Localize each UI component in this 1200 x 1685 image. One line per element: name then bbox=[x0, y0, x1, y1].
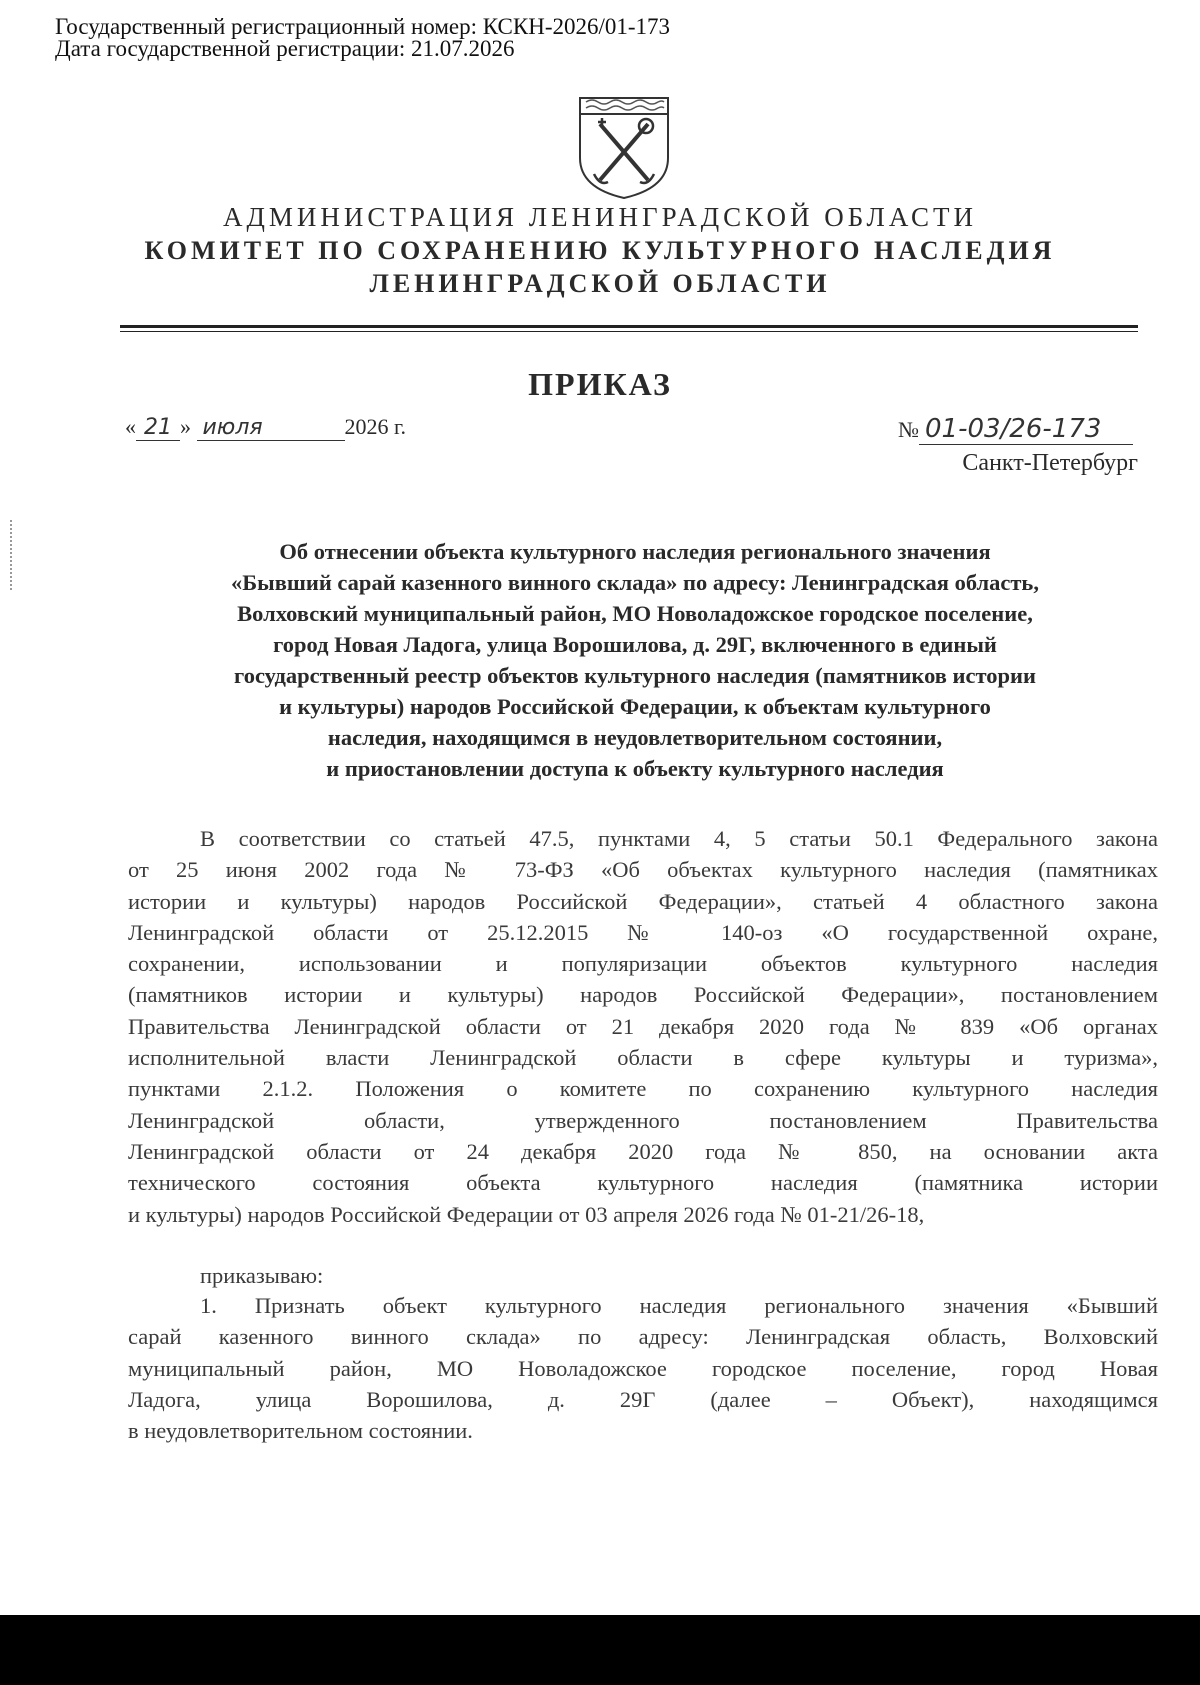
body-line: Ленинградской области, утвержденного постановлением Правительства bbox=[128, 1107, 1158, 1133]
header-rule-thick bbox=[120, 325, 1138, 328]
leningrad-oblast-coat-of-arms-icon bbox=[578, 96, 670, 200]
date-year: 2026 г. bbox=[344, 414, 407, 439]
subject-line: и культуры) народов Российской Федерации, к объектам культурного bbox=[279, 694, 991, 719]
subject-line: государственный реестр объектов культурного наследия (памятников истории bbox=[234, 663, 1036, 688]
registration-stamp bbox=[55, 16, 670, 60]
document-title: ПРИКАЗ bbox=[528, 366, 672, 402]
scan-margin-marks bbox=[10, 520, 14, 590]
header-rule-thin bbox=[120, 331, 1138, 332]
item-line: в неудовлетворительном состоянии. bbox=[128, 1418, 473, 1444]
body-line: технического состояния объекта культурного наследия (памятника истории bbox=[128, 1170, 1158, 1196]
body-line: исполнительной власти Ленинградской области в сфере культуры и туризма», bbox=[128, 1045, 1158, 1071]
agency-name-line-2: КОМИТЕТ ПО СОХРАНЕНИЮ КУЛЬТУРНОГО НАСЛЕДИЯ bbox=[144, 236, 1056, 265]
order-item-1 bbox=[128, 1290, 1158, 1446]
agency-name-line-1: АДМИНИСТРАЦИЯ ЛЕНИНГРАДСКОЙ ОБЛАСТИ bbox=[222, 202, 977, 232]
agency-header bbox=[0, 200, 1200, 300]
subject-line: Об отнесении объекта культурного наследия регионального значения bbox=[279, 539, 991, 564]
item-line: Ладога, улица Ворошилова, д. 29Г (далее – Объект), находящимся bbox=[128, 1386, 1158, 1412]
body-line: сохранении, использовании и популяризации объектов культурного наследия bbox=[128, 951, 1158, 977]
subject-line: Волховский муниципальный район, МО Новоладожское городское поселение, bbox=[237, 601, 1033, 626]
subject-line: наследия, находящимся в неудовлетворительном состоянии, bbox=[327, 725, 943, 750]
body-line: пунктами 2.1.2. Положения о комитете по сохранению культурного наследия bbox=[128, 1076, 1158, 1102]
preamble-paragraph bbox=[128, 823, 1158, 1230]
subject-line: и приостановлении доступа к объекту культурного наследия bbox=[326, 756, 944, 781]
order-number bbox=[898, 414, 1133, 445]
scan-black-border bbox=[0, 1615, 1200, 1685]
date-month: июля bbox=[197, 415, 345, 441]
order-verb: приказываю: bbox=[200, 1263, 324, 1288]
body-line: от 25 июня 2002 года № 73-ФЗ «Об объектах культурного наследия (памятниках bbox=[128, 857, 1158, 883]
body-line: Ленинградской области от 25.12.2015 № 140-оз «О государственной охране, bbox=[128, 919, 1158, 945]
body-line: и культуры) народов Российской Федерации от 03 апреля 2026 года № 01-21/26-18, bbox=[128, 1201, 925, 1227]
body-line: В соответствии со статьей 47.5, пунктами 4, 5 статьи 50.1 Федерального закона bbox=[200, 826, 1158, 851]
number-sign: № bbox=[898, 417, 919, 442]
item-line: 1. Признать объект культурного наследия регионального значения «Бывший bbox=[200, 1293, 1158, 1318]
item-line: муниципальный район, МО Новоладожское городское поселение, город Новая bbox=[128, 1355, 1158, 1381]
date-day: 21 bbox=[136, 415, 180, 441]
agency-name-line-3: ЛЕНИНГРАДСКОЙ ОБЛАСТИ bbox=[369, 269, 831, 298]
body-line: Ленинградской области от 24 декабря 2020 года № 850, на основании акта bbox=[128, 1138, 1158, 1164]
number-value: 01-03/26-173 bbox=[919, 414, 1133, 445]
body-line: Правительства Ленинградской области от 21 декабря 2020 года № 839 «Об органах bbox=[128, 1013, 1158, 1039]
date-close-quote: » bbox=[180, 414, 191, 439]
order-city: Санкт-Петербург bbox=[962, 450, 1138, 476]
body-line: истории и культуры) народов Российской Федерации», статьей 4 областного закона bbox=[128, 888, 1158, 914]
order-date bbox=[125, 414, 406, 441]
subject-line: «Бывший сарай казенного винного склада» по адресу: Ленинградская область, bbox=[231, 570, 1039, 595]
subject-line: город Новая Ладога, улица Ворошилова, д. 29Г, включенного в единый bbox=[273, 632, 997, 657]
body-line: (памятников истории и культуры) народов Российской Федерации», постановлением bbox=[128, 982, 1158, 1008]
order-word bbox=[128, 1260, 1158, 1291]
registration-number: Государственный регистрационный номер: КСКН-2026/01-173 bbox=[55, 14, 671, 39]
item-line: сарай казенного винного склада» по адресу: Ленинградская область, Волховский bbox=[128, 1324, 1158, 1350]
order-subject bbox=[120, 536, 1150, 784]
registration-date: Дата государственной регистрации: 21.07.2026 bbox=[55, 36, 515, 61]
date-open-quote: « bbox=[125, 414, 136, 439]
